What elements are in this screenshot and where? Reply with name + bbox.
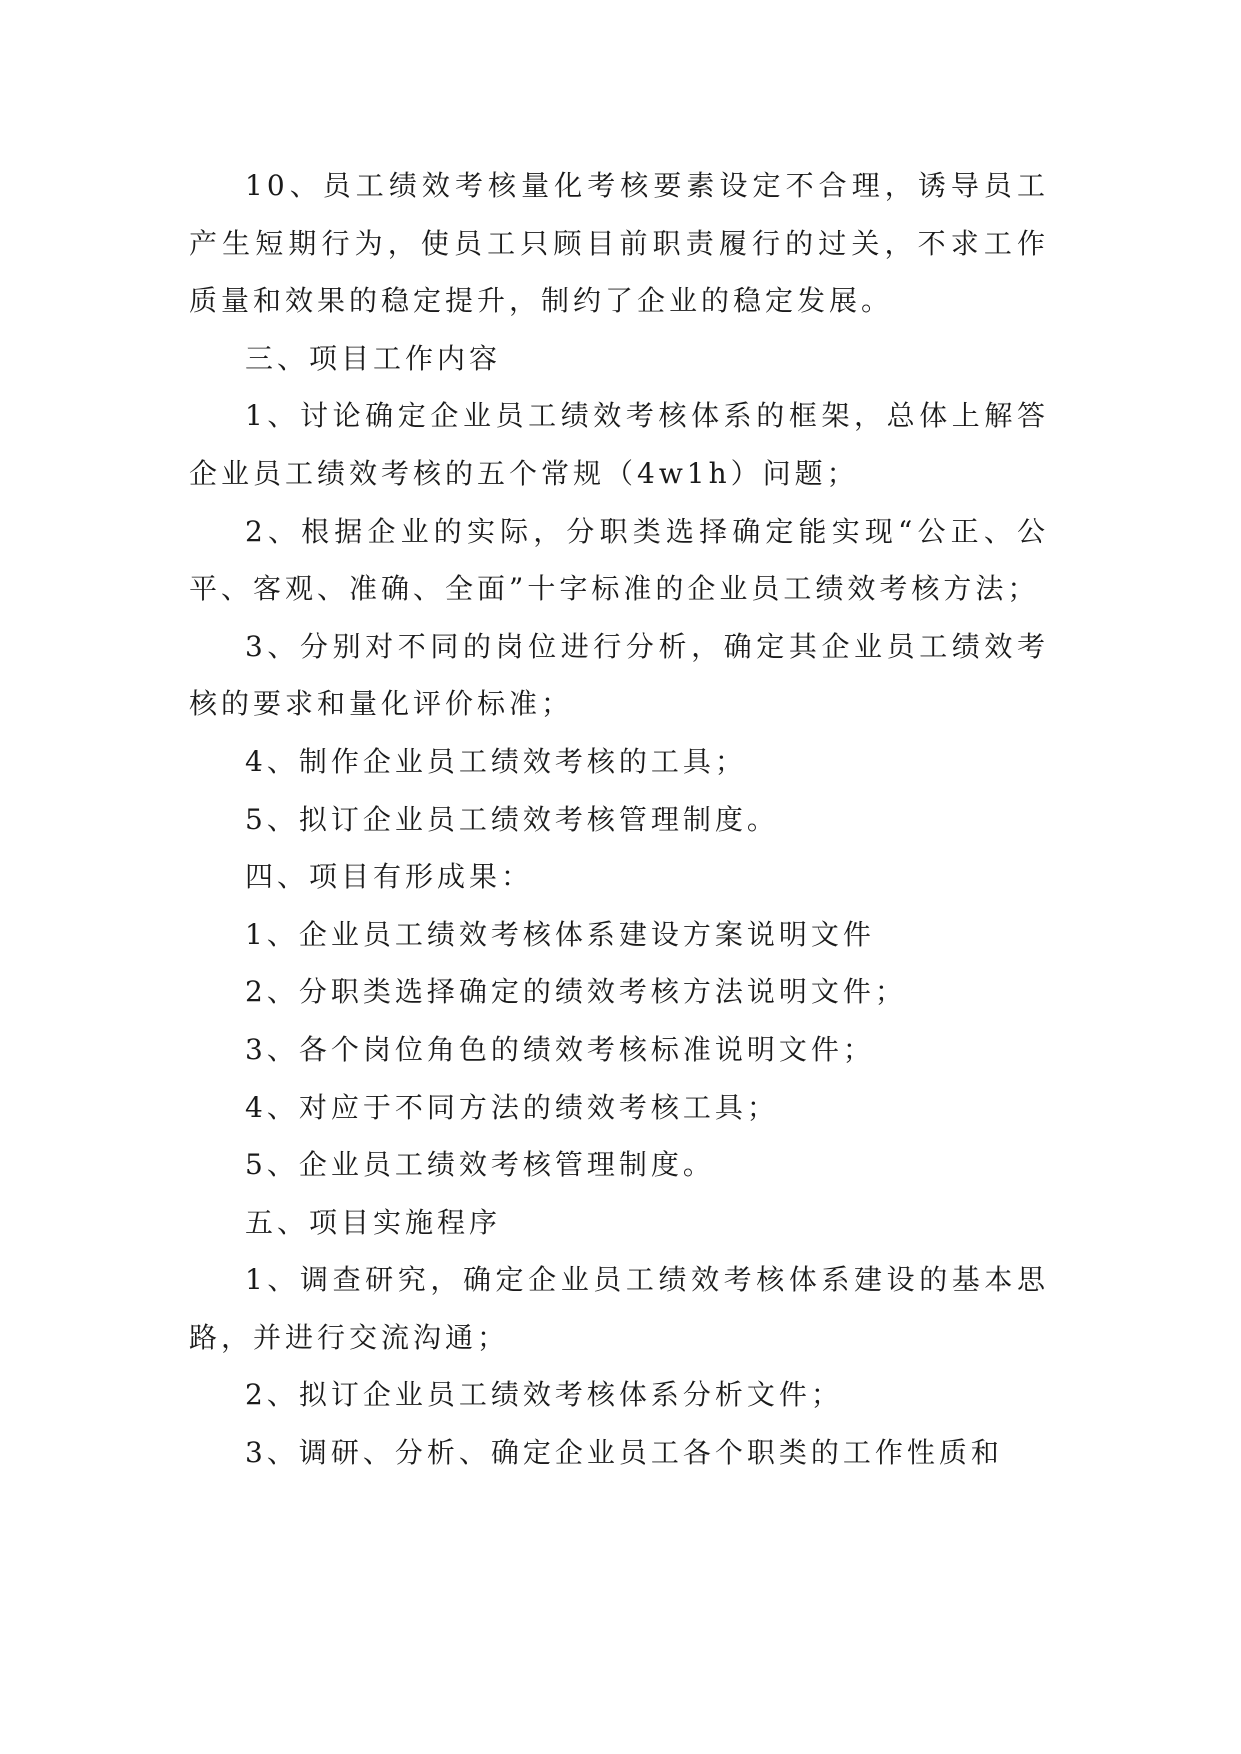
work-content-item-4: 4、制作企业员工绩效考核的工具；	[245, 744, 747, 778]
procedure-item-2: 2、拟订企业员工绩效考核体系分析文件；	[245, 1378, 843, 1412]
deliverable-item-1: 1、企业员工绩效考核体系建设方案说明文件	[245, 917, 875, 951]
section-heading-5: 五、项目实施程序	[245, 1205, 502, 1239]
paragraph-item-10: 10、员工绩效考核量化考核要素设定不合理，诱导员工产生短期行为，使员工只顾目前职责履行的过关，不求工作质量和效果的稳定提升，制约了企业的稳定发展。	[189, 169, 1049, 318]
section-heading-3: 三、项目工作内容	[245, 341, 502, 375]
deliverable-item-4: 4、对应于不同方法的绩效考核工具；	[245, 1090, 779, 1124]
deliverable-item-3: 3、各个岗位角色的绩效考核标准说明文件；	[245, 1032, 875, 1066]
work-content-item-2: 2、根据企业的实际，分职类选择确定能实现“公正、公平、客观、准确、全面”十字标准的企业员工绩效考核方法；	[189, 514, 1049, 606]
deliverable-item-5: 5、企业员工绩效考核管理制度。	[245, 1148, 715, 1182]
procedure-item-1: 1、调查研究，确定企业员工绩效考核体系建设的基本思路，并进行交流沟通；	[189, 1263, 1049, 1354]
procedure-item-3: 3、调研、分析、确定企业员工各个职类的工作性质和	[245, 1436, 1003, 1470]
document-body	[189, 157, 1049, 1482]
section-heading-4: 四、项目有形成果：	[245, 860, 534, 894]
work-content-item-5: 5、拟订企业员工绩效考核管理制度。	[245, 802, 779, 836]
work-content-item-3: 3、分别对不同的岗位进行分析，确定其企业员工绩效考核的要求和量化评价标准；	[189, 629, 1049, 721]
deliverable-item-2: 2、分职类选择确定的绩效考核方法说明文件；	[245, 975, 907, 1009]
work-content-item-1: 1、讨论确定企业员工绩效考核体系的框架，总体上解答企业员工绩效考核的五个常规（4w1h）问题；	[189, 399, 1049, 490]
